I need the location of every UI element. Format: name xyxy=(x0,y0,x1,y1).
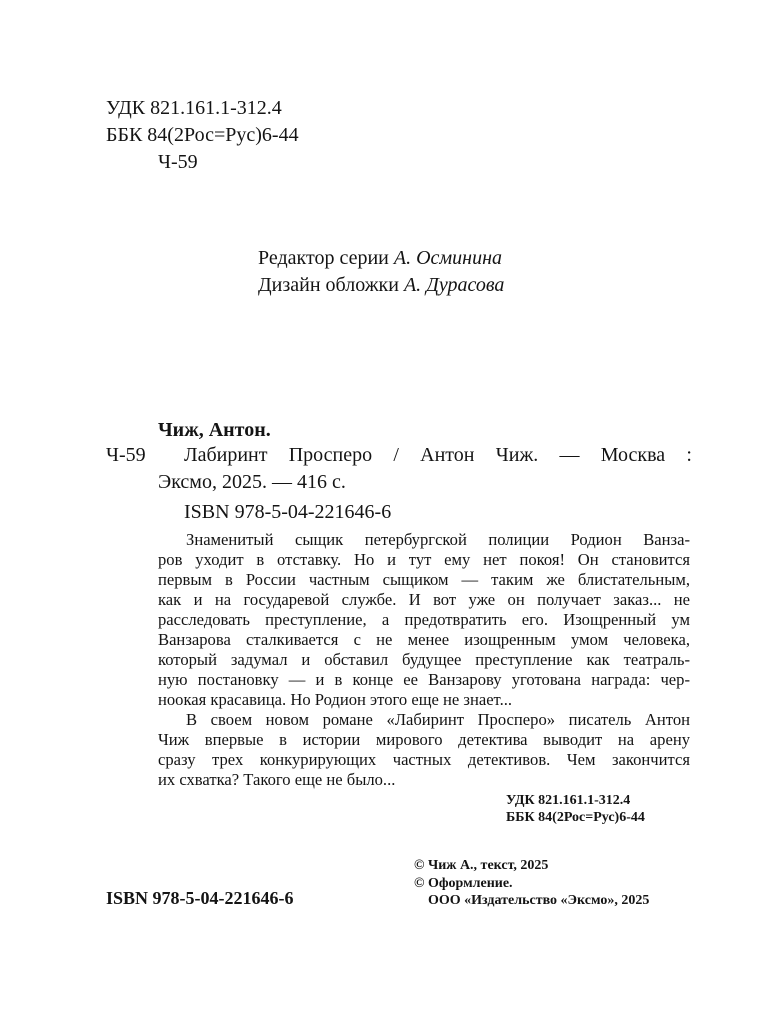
annotation-line: Знаменитый сыщик петербургской полиции Родион Ванза- xyxy=(186,530,690,549)
bbk-code: ББК 84(2Рос=Рус)6-44 xyxy=(106,124,299,146)
footer-udk: УДК 821.161.1-312.4 xyxy=(506,793,631,808)
bib-title-line-1: Лабиринт Просперо / Антон Чиж. — Москва : xyxy=(184,444,692,466)
bib-title-line-2: Эксмо, 2025. — 416 с. xyxy=(158,471,346,493)
annotation-line: как и на государевой службе. И вот уже он получает заказ... не xyxy=(158,590,690,609)
annotation-line: В своем новом романе «Лабиринт Просперо» писатель Антон xyxy=(186,710,690,729)
annotation-line: расследовать преступление, а предотвратить его. Изощренный ум xyxy=(158,610,690,629)
annotation-line: ноокая красавица. Но Родион этого еще не знает... xyxy=(158,690,513,709)
footer-bbk: ББК 84(2Рос=Рус)6-44 xyxy=(506,810,645,825)
series-editor-label: Редактор серии xyxy=(258,247,394,269)
copyright-text: © Чиж А., текст, 2025 xyxy=(414,858,549,873)
annotation-line: ров уходит в отставку. Но и тут ему нет покоя! Он становится xyxy=(158,550,690,569)
bib-isbn: ISBN 978-5-04-221646-6 xyxy=(184,501,392,523)
copyright-design: © Оформление. xyxy=(414,876,513,891)
author-heading: Чиж, Антон. xyxy=(158,419,271,441)
cover-design-label: Дизайн обложки xyxy=(258,274,404,296)
udk-code: УДК 821.161.1-312.4 xyxy=(106,97,282,119)
annotation-line: Чиж впервые в истории мирового детектива выводит на арену xyxy=(158,730,690,749)
cover-design-name: А. Дурасова xyxy=(403,274,505,296)
series-editor-credit xyxy=(258,245,502,272)
annotation-line: их схватка? Такого еще не было... xyxy=(158,770,396,789)
annotation-line: ную постановку — и в конце ее Ванзарову уготована награда: чер- xyxy=(158,670,690,689)
author-mark: Ч-59 xyxy=(106,444,146,466)
series-editor-name: А. Осминина xyxy=(393,247,503,269)
annotation-line: первым в России частным сыщиком — таким же блистательным, xyxy=(158,570,690,589)
annotation-line: сразу трех конкурирующих частных детективов. Чем закончится xyxy=(158,750,690,769)
author-mark-top: Ч-59 xyxy=(158,151,198,173)
annotation-line: Ванзарова сталкивается с не менее изощренным умом человека, xyxy=(158,630,690,649)
footer-isbn: ISBN 978-5-04-221646-6 xyxy=(106,888,294,908)
cover-design-credit xyxy=(258,272,504,299)
annotation xyxy=(158,530,690,790)
annotation-line: который задумал и обставил будущее преступление как театраль- xyxy=(158,650,690,669)
copyright-publisher: ООО «Издательство «Эксмо», 2025 xyxy=(428,893,650,908)
